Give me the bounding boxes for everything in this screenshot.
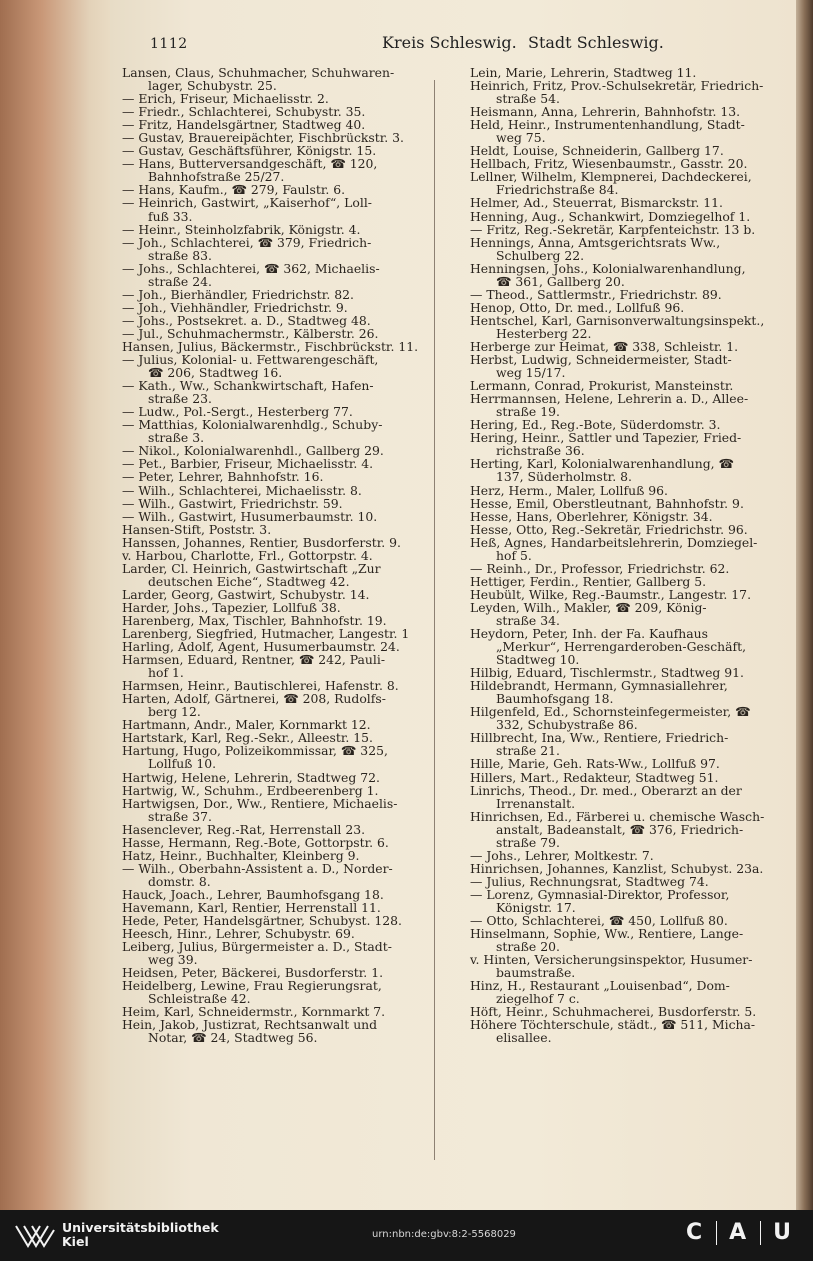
directory-entry: — Joh., Schlachterei, ☎ 379, Friedrich- straße 83. [122,234,372,263]
directory-entry: — Hans, Kaufm., ☎ 279, Faulstr. 6. [122,182,346,198]
directory-entry: — Hans, Butterversandgeschäft, ☎ 120, Bahnhofstraße 25/27. [122,156,378,185]
directory-entry: Lermann, Conrad, Prokurist, Mansteinstr. [470,378,734,394]
directory-entry: — Gustav, Geschäftsführer, Königstr. 15. [122,143,377,159]
directory-entry: Heidsen, Peter, Bäckerei, Busdorferstr. 1. [122,965,384,981]
directory-entry: Heydorn, Peter, Inh. der Fa. Kaufhaus „Merkur“, Herrengarderoben-Geschäft, Stadtweg 10. [470,626,747,668]
directory-entry: — Lorenz, Gymnasial-Direktor, Professor, Königstr. 17. [470,886,730,915]
directory-entry: — Peter, Lehrer, Bahnhofstr. 16. [122,469,324,485]
directory-entry: Höft, Heinr., Schuhmacherei, Busdorferstr. 5. [470,1004,757,1020]
directory-entry: Harmsen, Heinr., Bautischlerei, Hafenstr. 8. [122,678,399,694]
directory-entry: Hillbrecht, Ina, Ww., Rentiere, Friedrich- straße 21. [470,730,729,759]
directory-entry: Hille, Marie, Geh. Rats-Ww., Lollfuß 97. [470,756,720,772]
directory-entry: Larenberg, Siegfried, Hutmacher, Langestr. 1 [122,626,410,642]
directory-entry: Hartung, Hugo, Polizeikommissar, ☎ 325, Lollfuß 10. [122,743,388,772]
directory-entry: — Pet., Barbier, Friseur, Michaelisstr. 4. [122,456,374,472]
directory-entry: Harenberg, Max, Tischler, Bahnhofstr. 19. [122,612,387,628]
directory-entry: Larder, Cl. Heinrich, Gastwirtschaft „Zur deutschen Eiche“, Stadtweg 42. [122,560,381,589]
directory-entry: Hasse, Hermann, Reg.-Bote, Gottorpstr. 6. [122,834,389,850]
header-kreis: Kreis Schleswig. [382,33,517,52]
directory-entry: — Gustav, Brauereipächter, Fischbrückstr. 3. [122,130,404,146]
directory-entry: — Otto, Schlachterei, ☎ 450, Lollfuß 80. [470,913,728,929]
directory-entry: — Johs., Postsekret. a. D., Stadtweg 48. [122,312,371,328]
cau-separator [716,1221,717,1245]
directory-page [110,0,796,1210]
viewer-footer [0,1210,813,1261]
header-stadt: Stadt Schleswig. [528,33,664,52]
directory-entry: Lansen, Claus, Schuhmacher, Schuhwaren- lager, Schubystr. 25. [122,65,395,94]
directory-entry: — Wilh., Oberbahn-Assistent a. D., Norder- domstr. 8. [122,860,393,889]
directory-entry: v. Harbou, Charlotte, Frl., Gottorpstr. 4. [122,547,373,563]
directory-entry: — Reinh., Dr., Professor, Friedrichstr. 62. [470,560,730,576]
directory-entry: Harling, Adolf, Agent, Husumerbaumstr. 24. [122,639,400,655]
cau-letter-u: U [773,1220,793,1245]
directory-entry: Larder, Georg, Gastwirt, Schubystr. 14. [122,586,370,602]
directory-entry: Hesse, Otto, Reg.-Sekretär, Friedrichstr. 96. [470,521,748,537]
directory-entry: Hennings, Anna, Amtsgerichtsrats Ww., Schulberg 22. [470,234,721,263]
directory-entry: Hellbach, Fritz, Wiesenbaumstr., Gasstr. 20. [470,156,748,172]
directory-entry: Heldt, Louise, Schneiderin, Gallberg 17. [470,143,724,159]
directory-entry: Held, Heinr., Instrumentenhandlung, Stadt- weg 75. [470,117,745,146]
directory-entry: Leiberg, Julius, Bürgermeister a. D., Stadt- weg 39. [122,939,392,968]
directory-entry: Heubült, Wilke, Reg.-Baumstr., Langestr. 17. [470,586,752,602]
cau-separator [760,1221,761,1245]
directory-entry: Lein, Marie, Lehrerin, Stadtweg 11. [470,65,697,80]
directory-entry: Hinz, H., Restaurant „Louisenbad“, Dom- ziegelhof 7 c. [470,978,730,1007]
left-column [122,66,427,1176]
directory-entry: — Joh., Viehhändler, Friedrichstr. 9. [122,299,348,315]
directory-entry: — Kath., Ww., Schankwirtschaft, Hafen- straße 23. [122,378,374,407]
directory-entry: Herberge zur Heimat, ☎ 338, Schleistr. 1. [470,338,739,354]
directory-entry: Henning, Aug., Schankwirt, Domziegelhof 1. [470,208,751,224]
directory-entry: Herz, Herm., Maler, Lollfuß 96. [470,482,669,498]
directory-entry: — Wilh., Gastwirt, Friedrichstr. 59. [122,495,343,511]
directory-entry: v. Hinten, Versicherungsinspektor, Husumer- baumstraße. [470,952,753,981]
directory-entry: — Julius, Kolonial- u. Fettwarengeschäft, ☎ 206, Stadtweg 16. [122,352,379,381]
directory-entry: — Julius, Rechnungsrat, Stadtweg 74. [470,873,709,889]
directory-entry: Harder, Johs., Tapezier, Lollfuß 38. [122,599,341,615]
directory-entry: Hinrichsen, Johannes, Kanzlist, Schubyst. 23a. [470,860,764,876]
directory-entry: — Fritz, Reg.-Sekretär, Karpfenteichstr. 13 b. [470,221,756,237]
directory-entry: Hartwigsen, Dor., Ww., Rentiere, Michaelis- straße 37. [122,795,398,824]
right-column [470,66,786,1176]
urn-identifier: urn:nbn:de:gbv:8:2-5568029 [372,1229,516,1240]
directory-entry: — Jul., Schuhmachermstr., Kälberstr. 26. [122,325,379,341]
cau-letter-a: A [729,1220,749,1245]
directory-entry: Leyden, Wilh., Makler, ☎ 209, König- straße 34. [470,599,707,628]
directory-entry: Henningsen, Johs., Kolonialwarenhandlung, ☎ 361, Gallberg 20. [470,260,746,289]
library-logo-icon[interactable] [14,1222,56,1250]
directory-entry: Lellner, Wilhelm, Klempnerei, Dachdeckerei, Friedrichstraße 84. [470,169,752,198]
directory-entry: — Wilh., Schlachterei, Michaelisstr. 8. [122,482,362,498]
directory-entry: — Friedr., Schlachterei, Schubystr. 35. [122,104,366,120]
directory-entry: Hatz, Heinr., Buchhalter, Kleinberg 9. [122,847,360,863]
directory-entry: Henop, Otto, Dr. med., Lollfuß 96. [470,299,685,315]
directory-entry: — Fritz, Handelsgärtner, Stadtweg 40. [122,117,366,133]
directory-entry: Heesch, Hinr., Lehrer, Schubystr. 69. [122,926,355,942]
directory-entry: Hering, Heinr., Sattler und Tapezier, Fried- richstraße 36. [470,430,742,459]
directory-entry: Hinrichsen, Ed., Färberei u. chemische Wasch- anstalt, Badeanstalt, ☎ 376, Friedrich- straße 79. [470,808,765,850]
directory-entry: Hauck, Joach., Lehrer, Baumhofsgang 18. [122,886,384,902]
library-name-line1: Universitätsbibliothek [62,1220,219,1235]
directory-entry: Herbst, Ludwig, Schneidermeister, Stadt- weg 15/17. [470,352,732,381]
cau-letter-c: C [685,1220,705,1245]
directory-entry: — Johs., Lehrer, Moltkestr. 7. [470,847,654,863]
page-header [150,33,770,59]
directory-entry: Hering, Ed., Reg.-Bote, Süderdomstr. 3. [470,417,721,433]
directory-entry: — Joh., Bierhändler, Friedrichstr. 82. [122,286,354,302]
directory-entry: Linrichs, Theod., Dr. med., Oberarzt an der Irrenanstalt. [470,782,742,811]
directory-entry: Hesse, Hans, Oberlehrer, Königstr. 34. [470,508,713,524]
directory-entry: — Nikol., Kolonialwarenhdl., Gallberg 29. [122,443,384,459]
directory-entry: Höhere Töchterschule, städt., ☎ 511, Micha- elisallee. [470,1017,756,1046]
directory-entry: Heim, Karl, Schneidermstr., Kornmarkt 7. [122,1004,386,1020]
directory-entry: Heidelberg, Lewine, Frau Regierungsrat, Schleistraße 42. [122,978,382,1007]
directory-entry: Hein, Jakob, Justizrat, Rechtsanwalt und Notar, ☎ 24, Stadtweg 56. [122,1017,378,1046]
directory-entry: — Wilh., Gastwirt, Husumerbaumstr. 10. [122,508,378,524]
directory-entry: Hinselmann, Sophie, Ww., Rentiere, Lange- straße 20. [470,926,744,955]
directory-entry: — Erich, Friseur, Michaelisstr. 2. [122,91,329,107]
library-name-line2: Kiel [62,1234,89,1249]
directory-entry: Harmsen, Eduard, Rentner, ☎ 242, Pauli- hof 1. [122,652,386,681]
directory-entry: Hilgenfeld, Ed., Schornsteinfegermeister, ☎ 332, Schubystraße 86. [470,704,751,733]
directory-entry: Herrmannsen, Helene, Lehrerin a. D., Allee- straße 19. [470,391,749,420]
directory-entry: Hansen-Stift, Poststr. 3. [122,521,272,537]
directory-entry: Hildebrandt, Hermann, Gymnasiallehrer, Baumhofsgang 18. [470,678,728,707]
directory-entry: Herting, Karl, Kolonialwarenhandlung, ☎ 137, Süderholmstr. 8. [470,456,734,485]
column-divider [434,80,435,1160]
directory-entry: — Matthias, Kolonialwarenhdlg., Schuby- straße 3. [122,417,383,446]
directory-entry: Hansen, Julius, Bäckermstr., Fischbrückstr. 11. [122,338,419,354]
directory-entry: Hartmann, Andr., Maler, Kornmarkt 12. [122,717,371,733]
directory-entry: Hesse, Emil, Oberstleutnant, Bahnhofstr. 9. [470,495,744,511]
directory-entry: Helmer, Ad., Steuerrat, Bismarckstr. 11. [470,195,723,211]
directory-entry: Havemann, Karl, Rentier, Herrenstall 11. [122,900,381,915]
directory-entry: Heismann, Anna, Lehrerin, Bahnhofstr. 13. [470,104,741,120]
directory-entry: Hasenclever, Reg.-Rat, Herrenstall 23. [122,821,366,837]
directory-entry: Hartwig, W., Schuhm., Erdbeerenberg 1. [122,782,379,798]
directory-entry: Harten, Adolf, Gärtnerei, ☎ 208, Rudolfs- berg 12. [122,691,386,720]
directory-entry: Heß, Agnes, Handarbeitslehrerin, Domziegel- hof 5. [470,534,758,563]
directory-entry: — Ludw., Pol.-Sergt., Hesterberg 77. [122,404,353,420]
page-number: 1112 [150,36,188,52]
directory-entry: Hartwig, Helene, Lehrerin, Stadtweg 72. [122,769,380,785]
directory-entry: — Heinrich, Gastwirt, „Kaiserhof“, Loll- fuß 33. [122,195,372,224]
directory-entry: Hede, Peter, Handelsgärtner, Schubyst. 128. [122,913,402,929]
cau-logo[interactable] [686,1220,793,1245]
directory-entry: Heinrich, Fritz, Prov.-Schulsekretär, Friedrich- straße 54. [470,78,764,107]
directory-entry: Hillers, Mart., Redakteur, Stadtweg 51. [470,769,719,785]
book-spine [0,0,120,1210]
directory-entry: — Johs., Schlachterei, ☎ 362, Michaelis- straße 24. [122,260,380,289]
directory-entry: Hanssen, Johannes, Rentier, Busdorferstr. 9. [122,534,401,550]
directory-entry: Hartstark, Karl, Reg.-Sekr., Alleestr. 15. [122,730,373,746]
directory-entry: — Theod., Sattlermstr., Friedrichstr. 89. [470,286,722,302]
directory-entry: Hilbig, Eduard, Tischlermstr., Stadtweg 91. [470,665,744,681]
library-name[interactable] [62,1221,219,1249]
directory-entry: Hentschel, Karl, Garnisonverwaltungsinspekt., Hesterberg 22. [470,312,765,341]
directory-entry: Hettiger, Ferdin., Rentier, Gallberg 5. [470,573,707,589]
directory-entry: — Heinr., Steinholzfabrik, Königstr. 4. [122,221,361,237]
